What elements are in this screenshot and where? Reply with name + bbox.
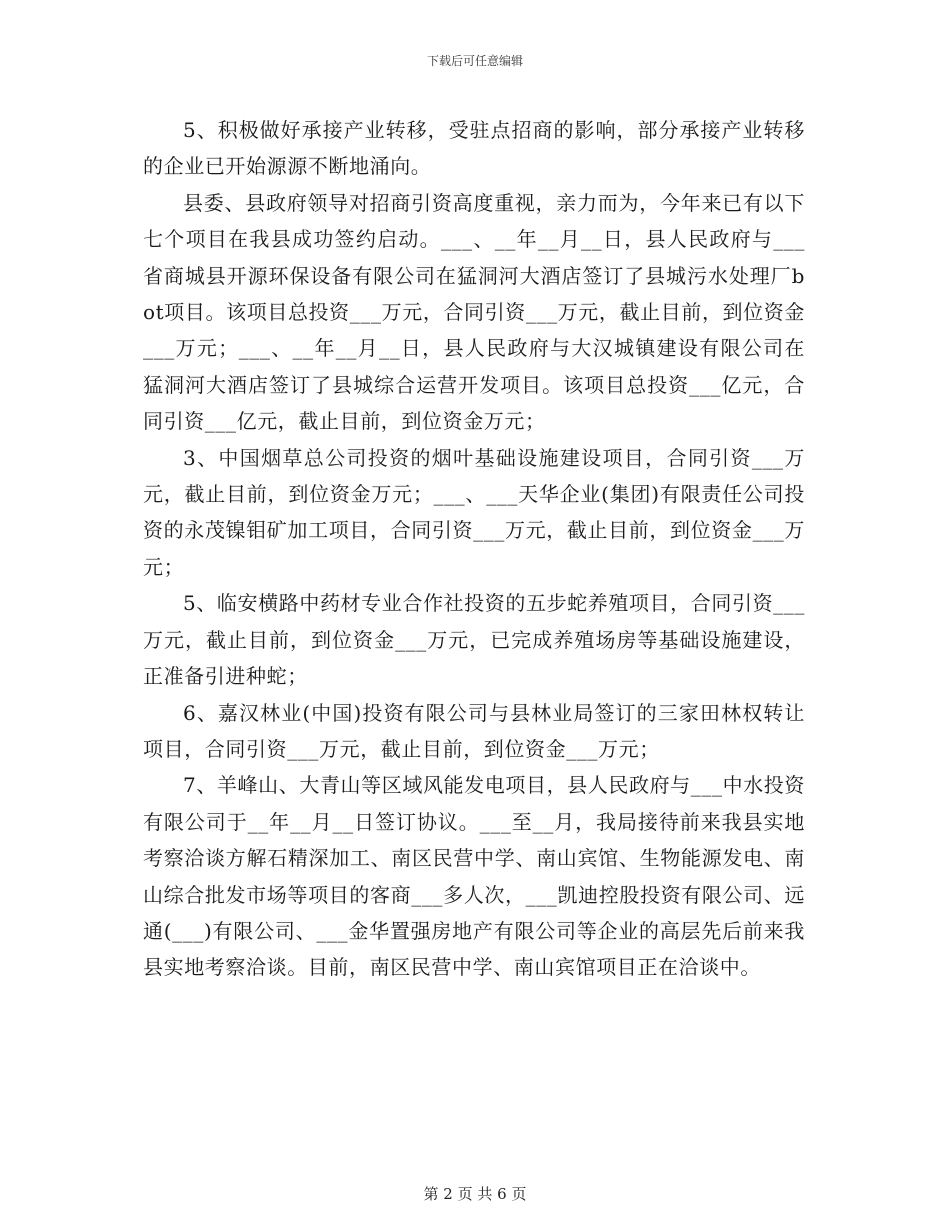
page-number-footer: 第 2 页 共 6 页	[423, 1185, 527, 1203]
document-body	[143, 112, 805, 986]
paragraph-item-6-forestry: 6、嘉汉林业(中国)投资有限公司与县林业局签订的三家田林权转让项目，合同引资___万元，截止目前，到位资金___万元；	[143, 700, 805, 761]
paragraph-item-7-wind-power: 7、羊峰山、大青山等区域风能发电项目，县人民政府与___中水投资有限公司于__年__月__日签订协议。___至__月，我局接待前来我县实地考察洽谈方解石精深加工、南区民营中学、南山宾馆、生物能源发电、南山综合批发市场等项目的客商___多人次，___凯迪控股投资有限公司、远通(___)有限公司、___金华置强房地产有限公司等企业的高层先后前来我县实地考察洽谈。目前，南区民营中学、南山宾馆项目正在洽谈中。	[143, 773, 805, 980]
page-header-note: 下载后可任意编辑	[426, 54, 523, 68]
paragraph-item-5-industry-transfer: 5、积极做好承接产业转移，受驻点招商的影响，部分承接产业转移的企业已开始源源不断地涌向。	[143, 118, 805, 179]
paragraph-item-3-tobacco: 3、中国烟草总公司投资的烟叶基础设施建设项目，合同引资___万元，截止目前，到位资金万元；___、___天华企业(集团)有限责任公司投资的永茂镍钼矿加工项目，合同引资___万元，截止目前，到位资金___万元；	[143, 445, 805, 579]
paragraph-item-5-snake-farming: 5、临安横路中药材专业合作社投资的五步蛇养殖项目，合同引资___万元，截止目前，到位资金___万元，已完成养殖场房等基础设施建设，正准备引进种蛇；	[143, 591, 805, 689]
paragraph-signed-projects: 县委、县政府领导对招商引资高度重视，亲力而为，今年来已有以下七个项目在我县成功签约启动。___、__年__月__日，县人民政府与___省商城县开源环保设备有限公司在猛洞河大酒店签订了县城污水处理厂bot项目。该项目总投资___万元，合同引资___万元，截止目前，到位资金___万元；___、__年__月__日，县人民政府与大汉城镇建设有限公司在猛洞河大酒店签订了县城综合运营开发项目。该项目总投资___亿元，合同引资___亿元，截止目前，到位资金万元；	[143, 190, 805, 434]
